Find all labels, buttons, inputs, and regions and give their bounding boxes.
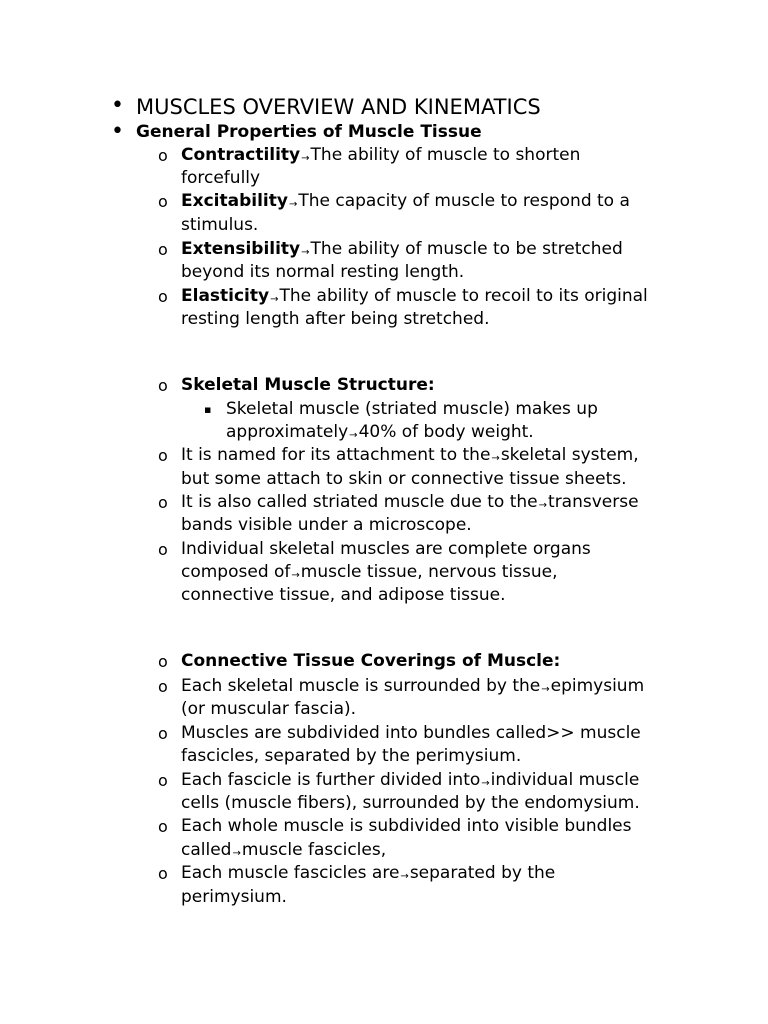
circle-marker: o (158, 771, 168, 790)
definition: The ability of muscle to shorten (310, 145, 581, 165)
text: called (181, 840, 232, 860)
list-item-continuation: (or muscular fascia). (181, 699, 357, 719)
term: Contractility (181, 145, 301, 165)
list-item (181, 444, 639, 470)
circle-marker: o (158, 287, 168, 306)
circle-marker: o (158, 146, 168, 165)
definition: The ability of muscle to recoil to its original (279, 286, 648, 306)
text: It is named for its attachment to the (181, 445, 491, 465)
arrow-icon: → (538, 500, 548, 511)
text: composed of (181, 562, 291, 582)
arrow-icon: → (301, 153, 310, 164)
text: individual muscle (490, 770, 640, 790)
text: skeletal system, (500, 445, 639, 465)
circle-marker: o (158, 240, 168, 259)
list-item (181, 190, 630, 216)
circle-marker: o (158, 376, 168, 395)
circle-marker: o (158, 677, 168, 696)
text: Each muscle fascicles are (181, 863, 400, 883)
list-item-continuation: forcefully (181, 168, 261, 188)
text: separated by the (409, 863, 556, 883)
definition: The ability of muscle to be stretched (310, 239, 623, 259)
circle-marker: o (158, 817, 168, 836)
circle-marker: o (158, 192, 168, 211)
text: muscle fascicles, (241, 840, 387, 860)
list-item: Each whole muscle is subdivided into visible bundles (181, 816, 632, 836)
list-item (181, 862, 555, 888)
circle-marker: o (158, 864, 168, 883)
arrow-icon: → (288, 199, 298, 210)
arrow-icon: → (301, 247, 310, 258)
circle-marker: o (158, 493, 168, 512)
arrow-icon: → (232, 848, 241, 859)
arrow-icon: → (541, 684, 550, 695)
arrow-icon: → (291, 570, 300, 581)
definition: The capacity of muscle to respond to a (298, 191, 630, 211)
arrow-icon: → (349, 430, 358, 441)
arrow-icon: → (400, 871, 409, 882)
bullet-marker: • (111, 93, 124, 118)
text: epimysium (550, 676, 645, 696)
text: Each fascicle is further divided into (181, 770, 481, 790)
circle-marker: o (158, 540, 168, 559)
list-item-continuation: cells (muscle fibers), surrounded by the endomysium. (181, 793, 640, 813)
circle-marker: o (158, 652, 168, 671)
text: transverse (548, 492, 639, 512)
text: It is also called striated muscle due to the (181, 492, 538, 512)
text: muscle tissue, nervous tissue, (300, 562, 558, 582)
arrow-icon: → (481, 778, 490, 789)
circle-marker: o (158, 724, 168, 743)
document-title: MUSCLES OVERVIEW AND KINEMATICS (136, 95, 541, 119)
list-item: Individual skeletal muscles are complete organs (181, 539, 591, 559)
text: Each skeletal muscle is surrounded by the (181, 676, 541, 696)
list-item-continuation: fascicles, separated by the perimysium. (181, 746, 522, 766)
section-heading-skeletal: Skeletal Muscle Structure: (181, 375, 435, 395)
bullet-marker: • (111, 119, 124, 144)
section-heading-general: General Properties of Muscle Tissue (136, 122, 482, 142)
list-item-continuation: stimulus. (181, 215, 259, 235)
arrow-icon: → (270, 294, 279, 305)
term: Elasticity (181, 286, 270, 306)
text: 40% of body weight. (358, 422, 534, 442)
list-item-continuation: bands visible under a microscope. (181, 515, 472, 535)
list-item-continuation: resting length after being stretched. (181, 309, 490, 329)
term: Extensibility (181, 239, 301, 259)
arrow-icon: → (491, 453, 500, 464)
square-marker: ▪ (204, 403, 212, 416)
sub-list-item: Skeletal muscle (striated muscle) makes up (226, 399, 598, 419)
list-item-continuation: beyond its normal resting length. (181, 262, 465, 282)
list-item-continuation: perimysium. (181, 887, 287, 907)
circle-marker: o (158, 446, 168, 465)
section-heading-connective: Connective Tissue Coverings of Muscle: (181, 651, 561, 671)
list-item-continuation: connective tissue, and adipose tissue. (181, 585, 506, 605)
list-item-continuation: but some attach to skin or connective tissue sheets. (181, 469, 627, 489)
list-item: Muscles are subdivided into bundles called>> muscle (181, 723, 641, 743)
text: approximately (226, 422, 349, 442)
term: Excitability (181, 191, 288, 211)
